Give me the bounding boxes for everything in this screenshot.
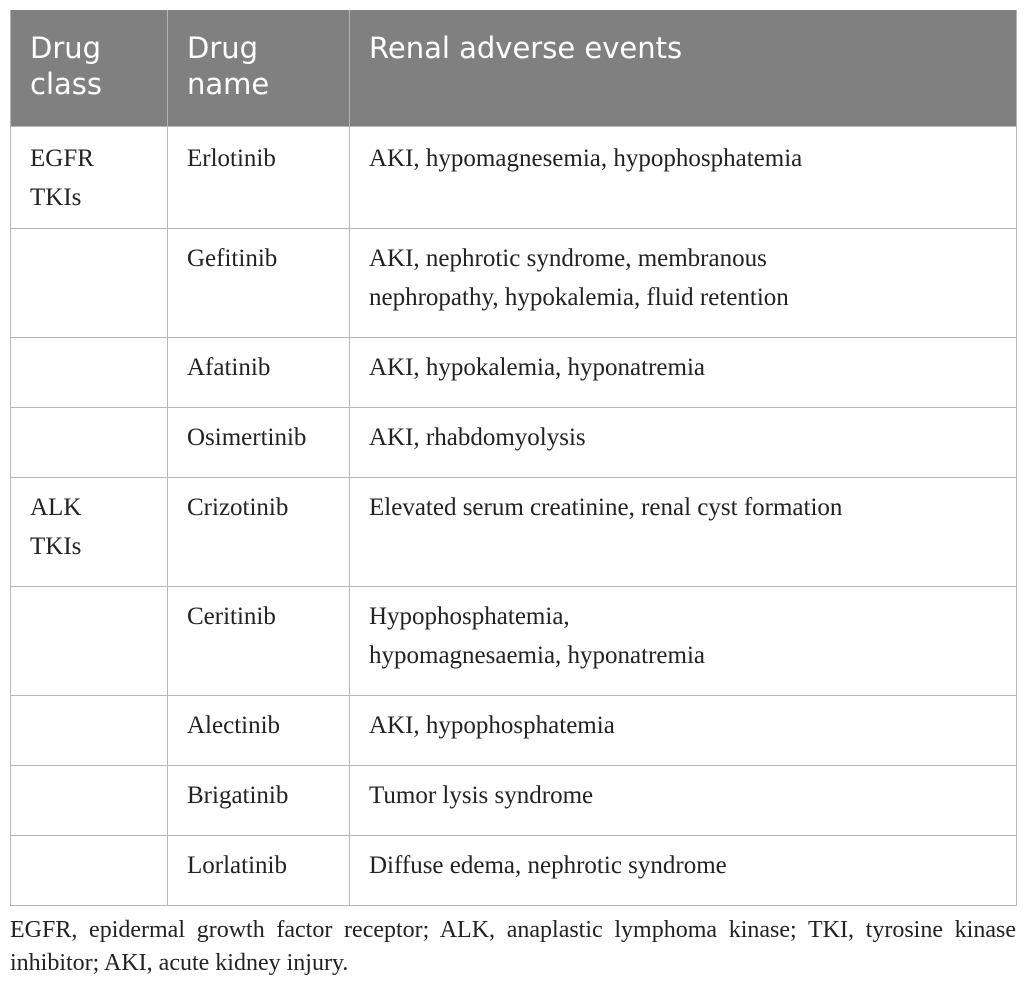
drug-name-cell: Gefitinib xyxy=(168,229,350,338)
drug-class-cell xyxy=(11,696,168,766)
events-line: Tumor lysis syndrome xyxy=(369,782,594,809)
header-row xyxy=(11,10,1017,127)
drug-class-cell xyxy=(11,478,168,587)
table-row xyxy=(11,338,1017,408)
table-figure xyxy=(10,10,1016,980)
drug-name-cell: Alectinib xyxy=(168,696,350,766)
drug-class-line: ALK xyxy=(30,494,82,521)
drug-class-cell xyxy=(11,127,168,229)
adverse-events-cell xyxy=(350,836,1017,906)
table-row xyxy=(11,587,1017,696)
events-line: Hypophosphatemia, xyxy=(369,603,570,630)
header-line: class xyxy=(30,67,102,101)
table-row xyxy=(11,229,1017,338)
events-line: AKI, rhabdomyolysis xyxy=(369,424,586,451)
header-renal-adverse-events xyxy=(350,10,1017,127)
drug-name-cell: Osimertinib xyxy=(168,408,350,478)
adverse-events-cell xyxy=(350,127,1017,229)
drug-name-cell: Lorlatinib xyxy=(168,836,350,906)
events-line: AKI, hypophosphatemia xyxy=(369,712,615,739)
header-line: Drug xyxy=(30,31,102,65)
events-line: AKI, hypokalemia, hyponatremia xyxy=(369,354,706,381)
events-line: Elevated serum creatinine, renal cyst formation xyxy=(369,494,843,521)
adverse-events-cell xyxy=(350,408,1017,478)
drug-name-cell: Crizotinib xyxy=(168,478,350,587)
drug-class-cell xyxy=(11,229,168,338)
adverse-events-cell xyxy=(350,338,1017,408)
renal-adverse-events-table xyxy=(10,10,1017,906)
events-line: AKI, hypomagnesemia, hypophosphatemia xyxy=(369,145,803,172)
table-row xyxy=(11,836,1017,906)
drug-class-line: EGFR xyxy=(30,145,94,172)
adverse-events-cell xyxy=(350,766,1017,836)
adverse-events-cell xyxy=(350,229,1017,338)
drug-name-cell: Erlotinib xyxy=(168,127,350,229)
header-drug-name xyxy=(168,10,350,127)
table-row xyxy=(11,696,1017,766)
table-row xyxy=(11,127,1017,229)
table-row xyxy=(11,478,1017,587)
header-line: Drug xyxy=(187,31,259,65)
drug-class-cell xyxy=(11,587,168,696)
events-line: hypomagnesaemia, hyponatremia xyxy=(369,642,705,669)
table-row xyxy=(11,766,1017,836)
adverse-events-cell xyxy=(350,696,1017,766)
drug-class-line: TKIs xyxy=(30,533,82,560)
header-drug-class xyxy=(11,10,168,127)
header-line: Renal adverse events xyxy=(369,31,683,65)
drug-class-cell xyxy=(11,338,168,408)
drug-name-cell: Ceritinib xyxy=(168,587,350,696)
events-line: nephropathy, hypokalemia, fluid retention xyxy=(369,284,789,311)
events-line: AKI, nephrotic syndrome, membranous xyxy=(369,245,767,272)
adverse-events-cell xyxy=(350,478,1017,587)
header-line: name xyxy=(187,67,270,101)
drug-class-cell xyxy=(11,766,168,836)
events-line: Diffuse edema, nephrotic syndrome xyxy=(369,852,727,879)
drug-class-line: TKIs xyxy=(30,184,82,211)
drug-name-cell: Afatinib xyxy=(168,338,350,408)
table-row xyxy=(11,408,1017,478)
drug-class-cell xyxy=(11,836,168,906)
adverse-events-cell xyxy=(350,587,1017,696)
drug-name-cell: Brigatinib xyxy=(168,766,350,836)
drug-class-cell xyxy=(11,408,168,478)
table-footnote: EGFR, epidermal growth factor receptor; ALK, anaplastic lymphoma kinase; TKI, tyrosine kinase inhibitor; AKI, acute kidney injury. xyxy=(10,917,1016,976)
